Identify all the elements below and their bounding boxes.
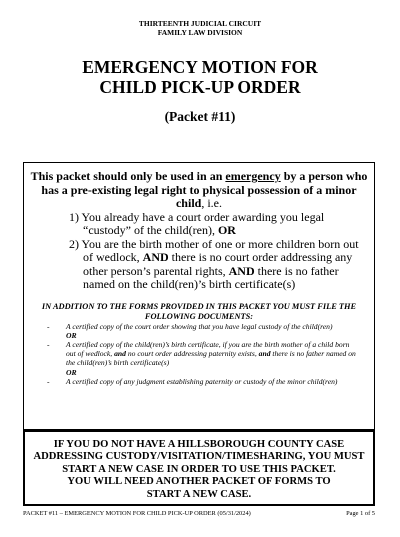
eligibility-intro — [30, 170, 368, 211]
page-number: Page 1 of 5 — [346, 510, 375, 517]
option-1-or: OR — [217, 223, 236, 237]
document-2-text-c: there is no father named on the child(ren)’s birth certificate(s) — [66, 349, 356, 368]
intro-text: This packet should only be used in an — [30, 169, 226, 183]
document-2-text-b: no court order addressing paternity exists, — [125, 349, 259, 359]
option-2-text-b: there is no court order addressing any other person’s parental rights, — [83, 250, 353, 278]
title-line-1: EMERGENCY MOTION FOR — [82, 57, 318, 77]
warning-line-2: ADDRESSING CUSTODY/VISITATION/TIMESHARING, YOU MUST — [33, 451, 365, 463]
intro-emphasis: emergency — [225, 169, 281, 183]
intro-text-rest: by a person who has a pre-existing legal right to physical possession of a minor child — [41, 169, 368, 210]
division-name: FAMILY LAW DIVISION — [157, 28, 243, 37]
intro-ie: , i.e. — [201, 196, 222, 210]
warning-line-4: YOU WILL NEED ANOTHER PACKET OF FORMS TO — [67, 476, 331, 488]
required-document-1 — [44, 322, 356, 331]
court-name: THIRTEENTH JUDICIAL CIRCUIT — [138, 19, 262, 28]
bullet-dash: - — [47, 321, 50, 331]
additional-documents-heading: IN ADDITION TO THE FORMS PROVIDED IN THIS PACKET YOU MUST FILE THE FOLLOWING DOCUMENTS: — [41, 301, 357, 321]
option-1-text: 1) You already have a court order awarding you legal “custody” of the child(ren), — [69, 209, 325, 237]
required-document-2 — [44, 340, 356, 368]
eligibility-notice-box — [23, 162, 375, 430]
new-case-warning-box — [23, 430, 375, 506]
option-2-and-1: AND — [142, 250, 169, 264]
title-line-2: CHILD PICK-UP ORDER — [99, 77, 301, 97]
required-document-3 — [44, 377, 356, 386]
bullet-dash: - — [47, 376, 50, 386]
or-separator: OR — [66, 330, 77, 340]
warning-line-1: IF YOU DO NOT HAVE A HILLSBOROUGH COUNTY CASE — [53, 439, 345, 450]
bullet-dash: - — [47, 339, 50, 349]
warning-line-5: START A NEW CASE. — [146, 488, 252, 500]
option-2-text-a: 2) You are the birth mother of one or more children born out of wedlock, — [69, 236, 359, 264]
footer-document-id: PACKET #11 – EMERGENCY MOTION FOR CHILD PICK-UP ORDER (05/31/2024) — [23, 510, 251, 517]
document-2-and-2: and — [258, 349, 271, 359]
option-2-text-c: there is no father named on the child(ren)’s birth certificate(s) — [83, 263, 339, 291]
or-separator: OR — [66, 367, 77, 377]
document-2-text-a: A certified copy of the child(ren)’s birth certificate, if you are the birth mother of a child born out of wedlock, — [66, 339, 350, 359]
warning-line-3: START A NEW CASE IN ORDER TO USE THIS PACKET. — [62, 463, 336, 475]
document-3-text: A certified copy of any judgment establishing paternity or custody of the minor child(ren) — [66, 376, 338, 386]
document-1-text: A certified copy of the court order showing that you have legal custody of the child(ren) — [66, 321, 333, 331]
eligibility-option-1 — [38, 211, 360, 238]
packet-number: (Packet #11) — [164, 109, 236, 124]
option-2-and-2: AND — [228, 263, 255, 278]
page-footer — [23, 510, 375, 517]
document-2-and-1: and — [114, 349, 126, 359]
eligibility-option-2 — [38, 238, 360, 292]
document-title — [0, 57, 400, 97]
